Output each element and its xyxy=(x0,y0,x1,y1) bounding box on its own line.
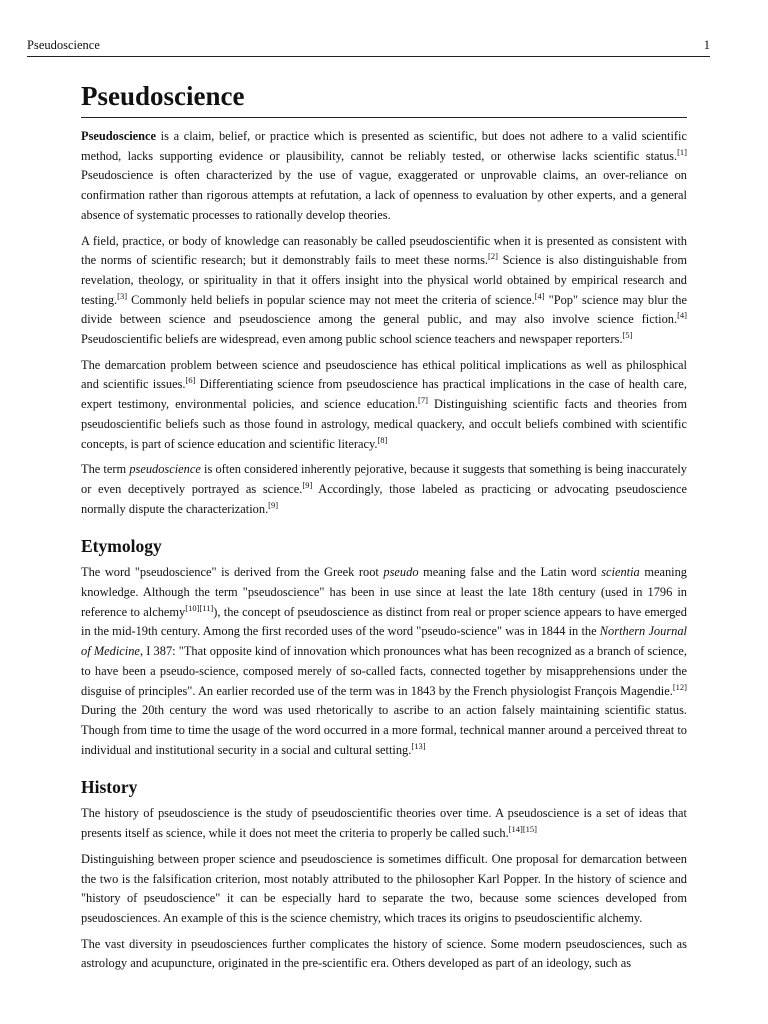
text-run: A field, practice, or body of knowledge can reasonably be called pseudoscientific when it is presented as consistent with the norms of scientific research; but it demonstrably fails to meet these norms. xyxy=(81,233,687,268)
article-title: Pseudoscience xyxy=(81,79,687,118)
italic-term: scientia xyxy=(601,565,640,580)
citation-link[interactable]: [12] xyxy=(672,681,687,692)
paragraph xyxy=(81,935,687,974)
citation-link[interactable]: [4] xyxy=(534,290,545,301)
text-run: Science is also distinguishable from revelation, theology, or spirituality in that it offers insight into the physical world obtained by empirical research and testing. xyxy=(81,253,687,307)
citation-link[interactable]: [2] xyxy=(488,251,498,262)
text-run: The demarcation problem between science and pseudoscience has ethical political implications as well as philosphical and scientific issues. xyxy=(81,357,687,392)
text-run: meaning knowledge. Although the term "pseudoscience" has been in use since at least the late 18th century (used in 1796 in reference to alchemy xyxy=(81,565,687,619)
citation-link[interactable]: [8] xyxy=(377,434,388,445)
text-run: Pseudoscience is often characterized by the use of vague, exaggerated or unprovable claims, an over-reliance on confirmation rather than rigorous attempts at refutation, a lack of openness to evaluation by other experts, and a general absence of systematic processes to rationally develop theories. xyxy=(81,168,687,222)
article-body xyxy=(81,75,687,980)
italic-term: pseudo xyxy=(383,565,419,580)
paragraph xyxy=(81,460,687,519)
citation-link[interactable]: [10][11] xyxy=(185,602,214,613)
text-run: "Pop" science may blur the divide between science and pseudoscience among the general public, and may also involve science fiction. xyxy=(81,292,687,327)
text-run: meaning false and the Latin word xyxy=(418,565,602,580)
section-heading: History xyxy=(81,777,138,798)
citation-link[interactable]: [6] xyxy=(185,375,196,386)
paragraph xyxy=(81,563,687,760)
citation-link[interactable]: [9] xyxy=(302,479,313,490)
citation-link[interactable]: [5] xyxy=(622,330,633,341)
section-heading: Etymology xyxy=(81,536,162,557)
citation-link[interactable]: [9] xyxy=(268,499,279,510)
text-run: is a claim, belief, or practice which is presented as scientific, but does not adhere to a valid scientific method, lacks supporting evidence or plausibility, cannot be reliably tested, or otherwise lacks scientific status. xyxy=(81,129,687,163)
text-run: Distinguishing between proper science and pseudoscience is sometimes difficult. One proposal for demarcation between the two is the falsification criterion, most notably attributed to the philosopher Karl Popper. In the history of science and "history of pseudoscience" it can be especially hard to separate the two, because some sciences developed from pseudosciences. An example of this is the science chemistry, which traces its origins to pseudoscientific alchemy. xyxy=(81,851,687,925)
page-number: 1 xyxy=(703,38,710,52)
paragraph xyxy=(81,232,687,350)
text-run: , I 387: "That opposite kind of innovation which pronounces what has been recognized as a branch of science, to have been a pseudo-science, composed merely of so-called facts, connected together by misapprehensions under the disguise of principles". An earlier recorded use of the term was in 1843 by the French physiologist François Magendie. xyxy=(81,644,687,698)
citation-link[interactable]: [4] xyxy=(677,310,687,321)
bold-term: Pseudoscience xyxy=(81,129,157,143)
text-run: is often considered inherently pejorative, because it suggests that something is being inaccurately or even deceptively portrayed as science. xyxy=(81,462,687,496)
text-run: The word "pseudoscience" is derived from the Greek root xyxy=(81,565,384,580)
paragraph xyxy=(81,356,687,455)
paragraph xyxy=(81,804,687,843)
italic-term: pseudoscience xyxy=(129,462,201,477)
citation-link[interactable]: [3] xyxy=(117,290,128,301)
paragraph xyxy=(81,127,687,226)
citation-link[interactable]: [13] xyxy=(411,740,426,751)
text-run: ), the concept of pseudoscience as distinct from real or proper science appears to have emerged in the mid-19th century. Among the first recorded uses of the word "pseudo-science" was in 1844 in the xyxy=(81,604,688,639)
text-run: The term xyxy=(81,462,130,477)
text-run: Differentiating science from pseudoscience has practical implications in the case of health care, expert testimony, environmental policies, and science education. xyxy=(81,377,687,412)
italic-term: Northern Journal of Medicine xyxy=(81,624,687,659)
running-header xyxy=(27,37,710,57)
text-run: Pseudoscientific beliefs are widespread, even among public school science teachers and newspaper reporters. xyxy=(81,332,623,347)
text-run: Accordingly, those labeled as practicing or advocating pseudoscience normally dispute the characterization. xyxy=(81,481,687,516)
citation-link[interactable]: [7] xyxy=(418,395,428,406)
citation-link[interactable]: [1] xyxy=(677,146,687,157)
running-header-title: Pseudoscience xyxy=(27,38,100,52)
text-run: Distinguishing scientific facts and theories from pseudoscientific beliefs such as those found in astrology, medical quackery, and occult beliefs combined with scientific concepts, is part of science education and scientific literacy. xyxy=(81,397,687,451)
citation-link[interactable]: [14][15] xyxy=(508,824,537,835)
paragraph xyxy=(81,850,687,929)
text-run: During the 20th century the word was used rhetorically to ascribe to an action falsely maintaining scientific status. Though from time to time the usage of the word occurred in a more formal, technical manner around a perceived threat to individual and institutional security in a social and cultural setting. xyxy=(81,703,687,757)
text-run: Commonly held beliefs in popular science may not meet the criteria of science. xyxy=(127,292,535,307)
text-run: The vast diversity in pseudosciences further complicates the history of science. Some modern pseudosciences, such as astrology and acupuncture, originated in the pre-scientific era. Others developed as part of an ideology, such as xyxy=(81,936,687,971)
text-run: The history of pseudoscience is the study of pseudoscientific theories over time. A pseudoscience is a set of ideas that presents itself as science, while it does not meet the criteria to properly be called such. xyxy=(81,806,687,841)
